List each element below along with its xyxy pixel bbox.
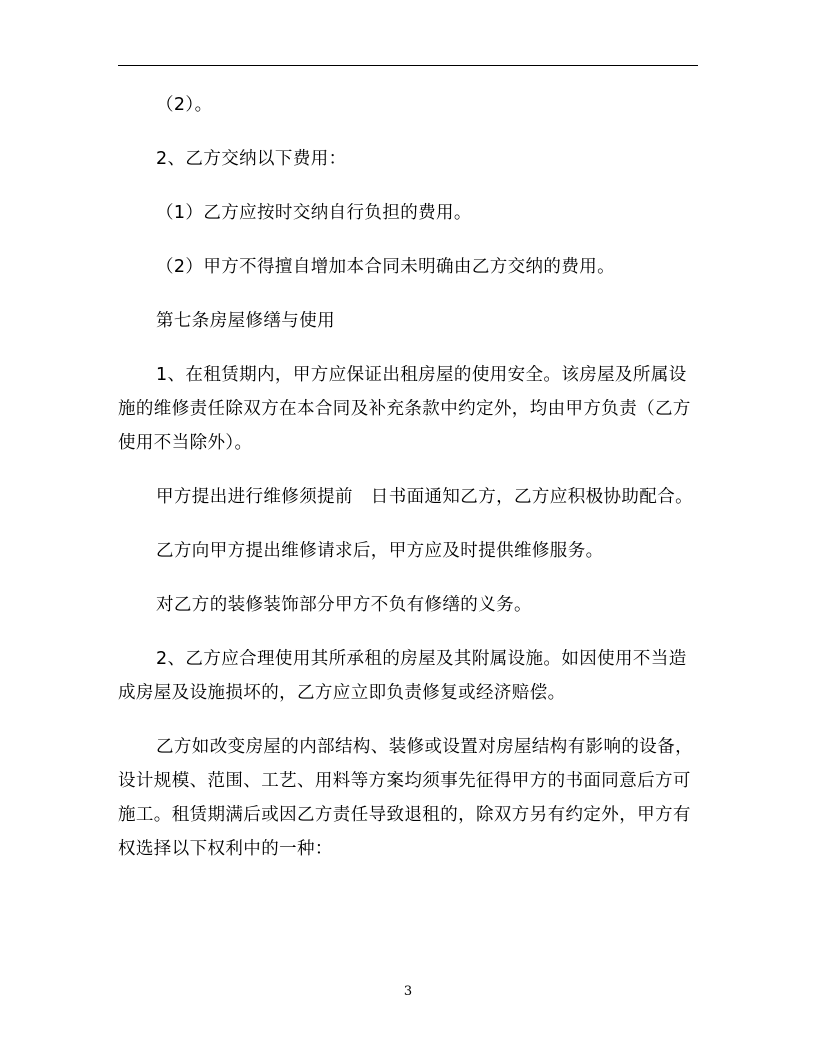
- paragraph-item-2: （2）。: [156, 95, 213, 115]
- paragraph-usage-2: 2、乙方应合理使用其所承租的房屋及其附属设施。如因使用不当造成房屋及设施损坏的，乙方应立即负责修复或经济赔偿。: [118, 649, 687, 703]
- paragraph-repair-1: 1、在租赁期内，甲方应保证出租房屋的使用安全。该房屋及所属设施的维修责任除双方在本合同及补充条款中约定外，均由甲方负责（乙方使用不当除外）。: [118, 365, 691, 453]
- paragraph-repair-notice: 甲方提出进行维修须提前 日书面通知乙方，乙方应积极协助配合。: [156, 487, 693, 507]
- paragraph-fees-1: （1）乙方应按时交纳自行负担的费用。: [156, 203, 472, 223]
- paragraph-fees-heading: 2、乙方交纳以下费用：: [156, 149, 347, 169]
- header-rule: [118, 65, 698, 66]
- page-number: 3: [403, 984, 413, 999]
- paragraph-repair-request: 乙方向甲方提出维修请求后，甲方应及时提供维修服务。: [156, 541, 604, 561]
- section-heading-article-7: 第七条房屋修缮与使用: [156, 311, 335, 331]
- document-body: [118, 88, 698, 886]
- paragraph-decoration: 对乙方的装修装饰部分甲方不负有修缮的义务。: [156, 595, 532, 615]
- paragraph-fees-2: （2）甲方不得擅自增加本合同未明确由乙方交纳的费用。: [156, 257, 616, 277]
- paragraph-alteration: 乙方如改变房屋的内部结构、装修或设置对房屋结构有影响的设备，设计规模、范围、工艺、用料等方案均须事先征得甲方的书面同意后方可施工。租赁期满后或因乙方责任导致退租的，除双方另有约定外，甲方有权选择以下权利中的一种：: [118, 737, 693, 859]
